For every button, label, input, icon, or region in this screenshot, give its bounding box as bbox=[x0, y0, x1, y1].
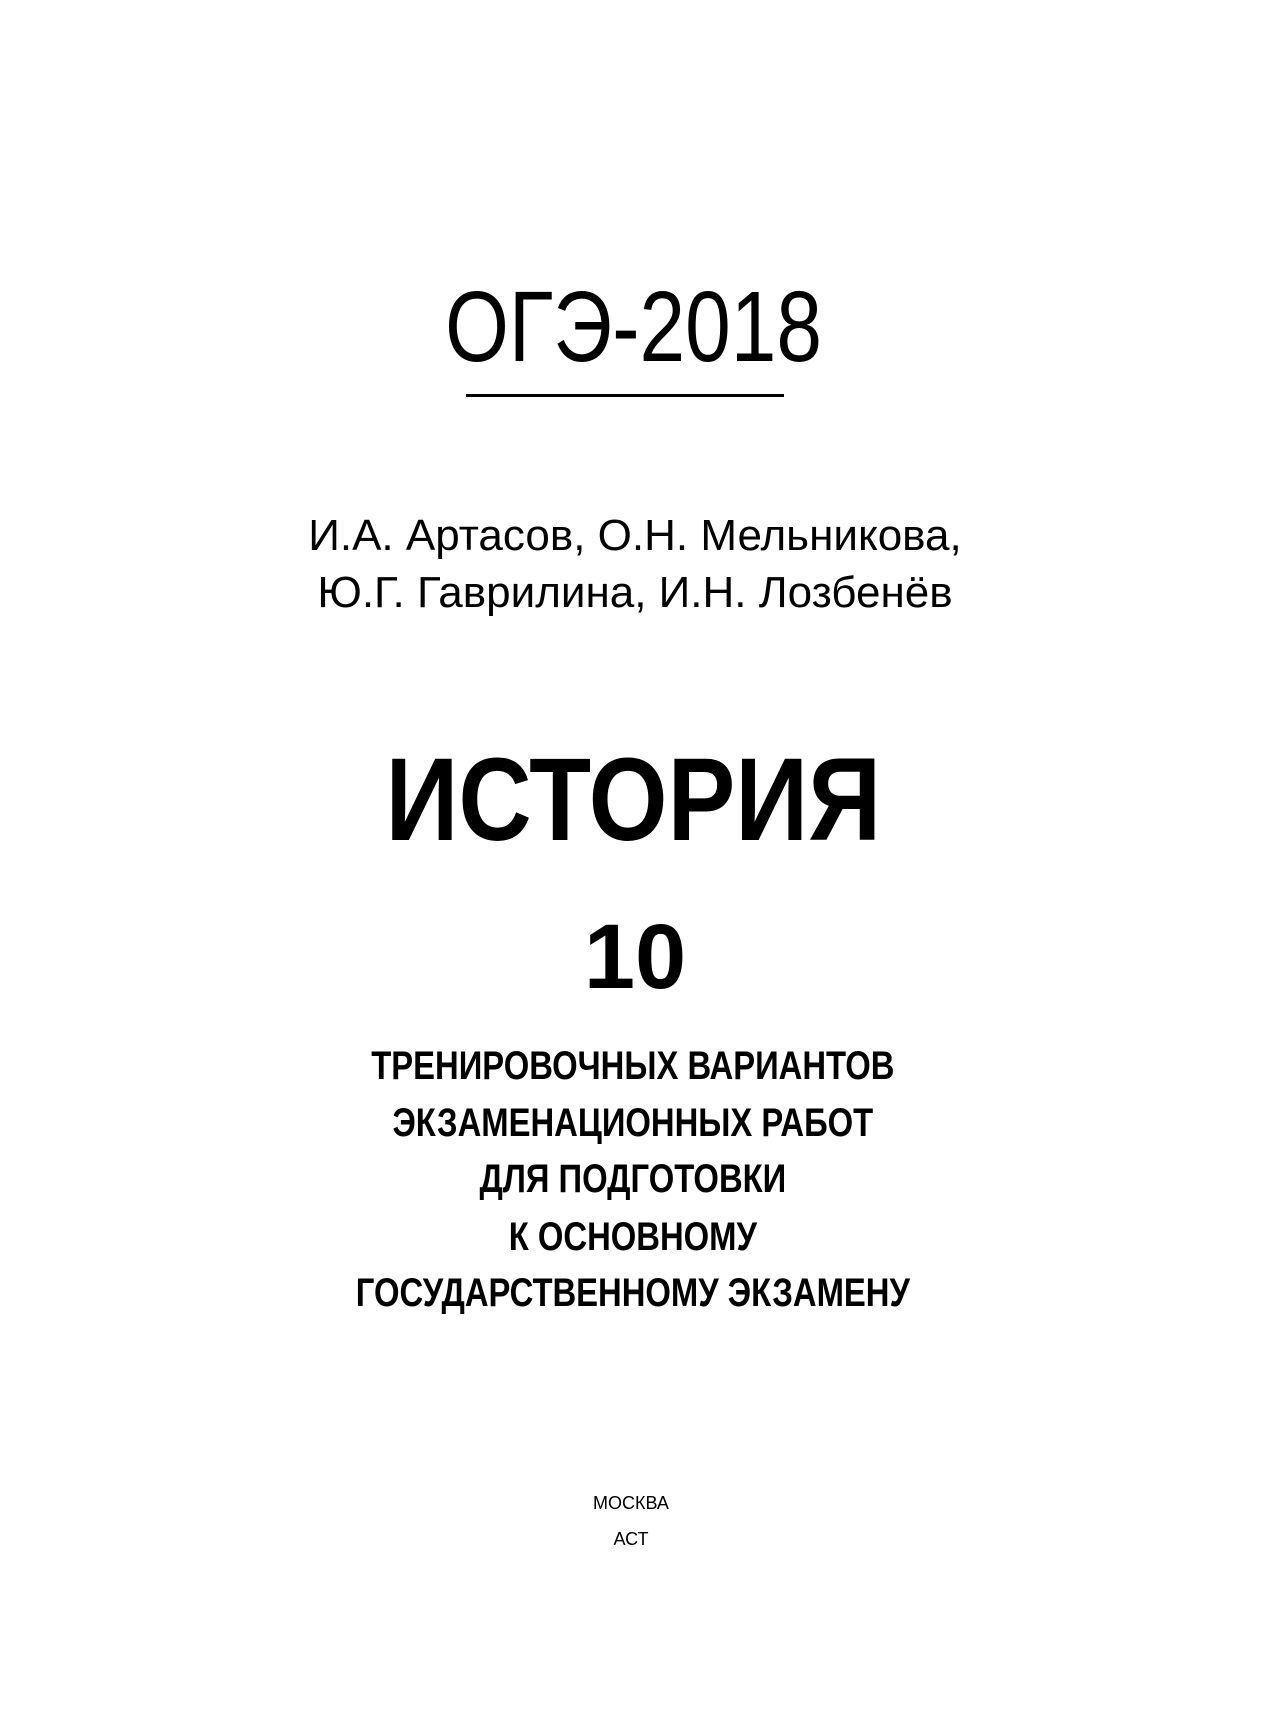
description-line: ЭКЗАМЕНАЦИОННЫХ РАБОТ bbox=[392, 1101, 874, 1145]
description-line: ТРЕНИРОВОЧНЫХ ВАРИАНТОВ bbox=[371, 1044, 895, 1088]
imprint-publisher: АСТ bbox=[613, 1529, 649, 1549]
description-line: К ОСНОВНОМУ bbox=[508, 1215, 757, 1259]
imprint-city: МОСКВА bbox=[593, 1493, 669, 1513]
subject-title: ИСТОРИЯ bbox=[385, 734, 882, 866]
description-line: ГОСУДАРСТВЕННОМУ ЭКЗАМЕНУ bbox=[355, 1271, 910, 1315]
title-divider bbox=[466, 394, 784, 397]
exam-title: ОГЭ-2018 bbox=[445, 271, 822, 383]
description-line: ДЛЯ ПОДГОТОВКИ bbox=[479, 1157, 787, 1201]
variant-count: 10 bbox=[583, 906, 687, 1008]
authors-line-2: Ю.Г. Гаврилина, И.Н. Лозбенёв bbox=[317, 568, 953, 617]
authors-line-1: И.А. Артасов, О.Н. Мельникова, bbox=[308, 511, 962, 560]
